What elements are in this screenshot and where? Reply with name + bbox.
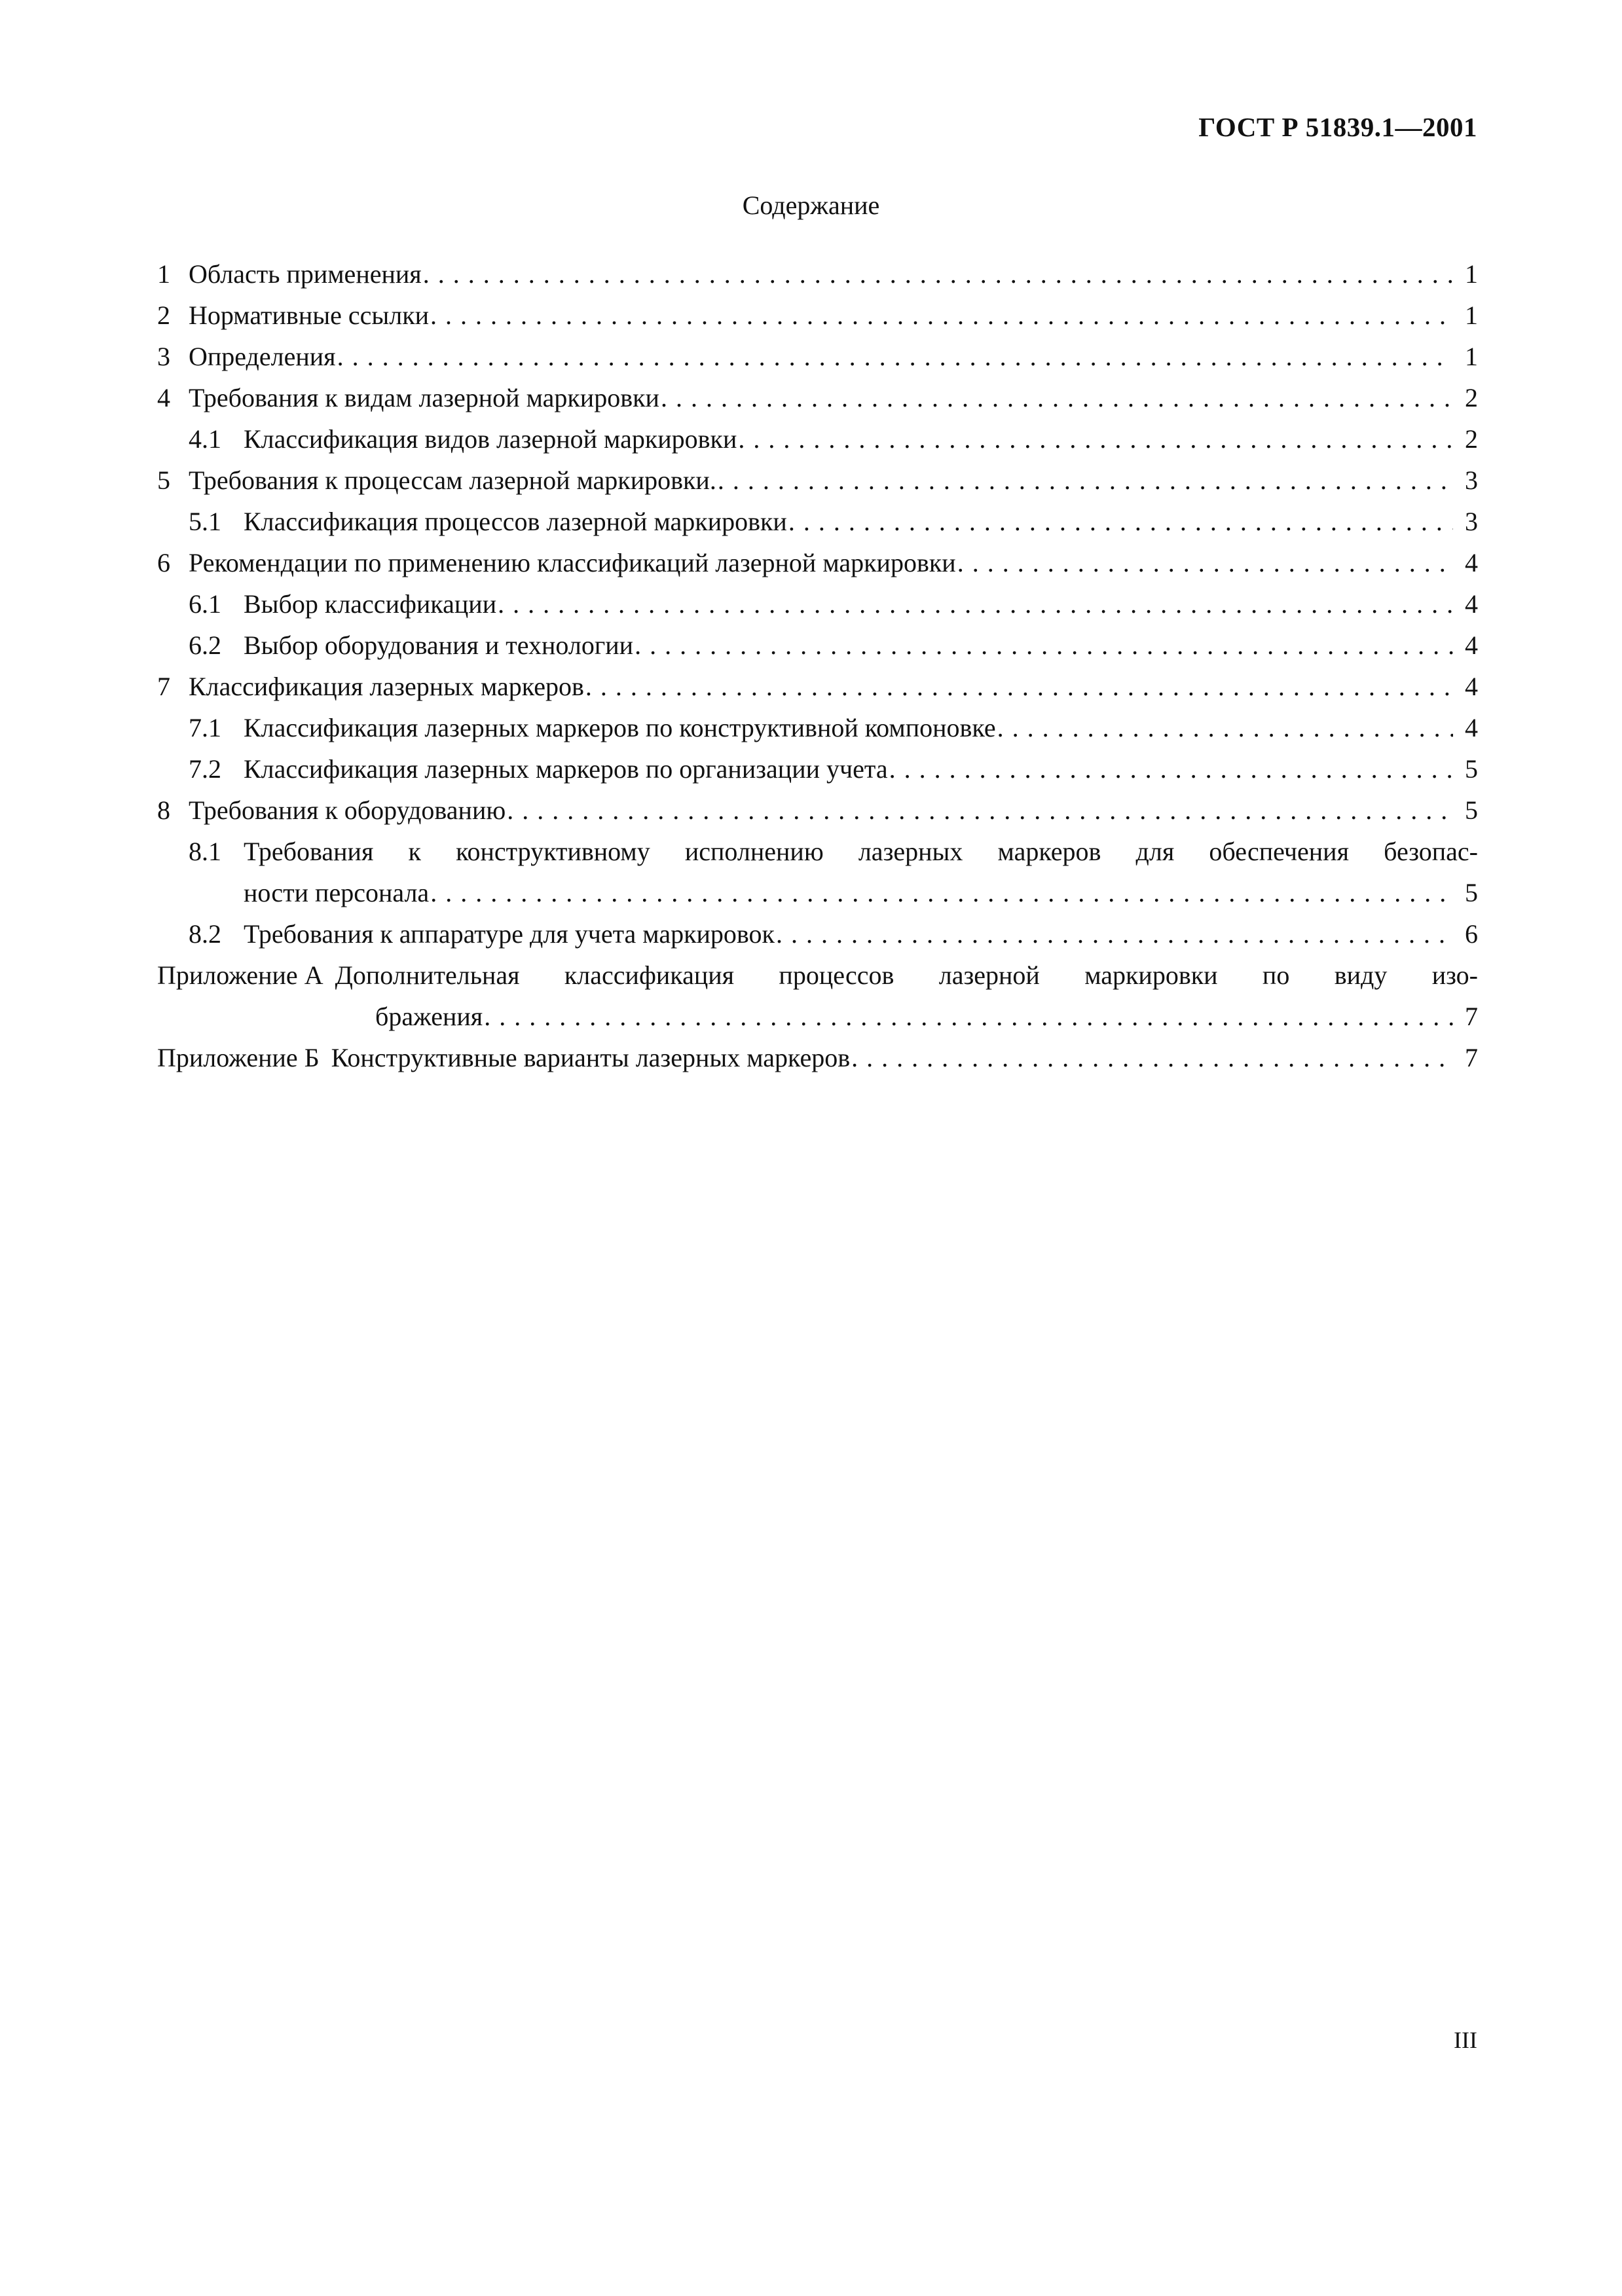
toc-entry-number: 6	[157, 548, 170, 577]
toc-entry-title-line1: Дополнительная классификация процессов лазерной маркировки по виду изо-	[335, 960, 1478, 990]
toc-entry-title-line1: Требования к конструктивному исполнению лазерных маркеров для обеспечения безопас-	[244, 837, 1478, 866]
toc-entry-page: 4	[1465, 713, 1478, 742]
toc-subentry[interactable]	[157, 831, 1478, 872]
toc-entry-number: 3	[157, 342, 170, 371]
toc-entry-number: 1	[157, 259, 170, 289]
toc-entry-number: 6.2	[189, 630, 221, 660]
toc-subentry[interactable]	[157, 583, 1478, 625]
toc-entry-title: Классификация лазерных маркеров по конструктивной компоновке	[244, 713, 996, 742]
toc-title: Содержание	[742, 191, 880, 220]
toc-subentry[interactable]	[157, 913, 1478, 955]
toc-entry-page: 7	[1465, 1043, 1478, 1072]
toc-entry-title: Требования к оборудованию	[189, 795, 506, 825]
toc-subentry[interactable]	[157, 501, 1478, 542]
toc-entry-title: Классификация процессов лазерной маркировки	[244, 507, 787, 536]
table-of-contents	[157, 253, 1478, 1078]
toc-entry[interactable]	[157, 253, 1478, 295]
toc-entry[interactable]	[157, 377, 1478, 418]
toc-entry[interactable]	[157, 542, 1478, 583]
toc-appendix[interactable]	[157, 1037, 1478, 1078]
dot-leader	[716, 460, 1453, 501]
toc-entry-title: Требования к видам лазерной маркировки	[189, 383, 659, 412]
toc-entry-page: 7	[1465, 1002, 1478, 1031]
toc-entry-title: Требования к аппаратуре для учета маркировок	[244, 919, 775, 949]
toc-entry-page: 5	[1465, 878, 1478, 907]
toc-entry-page: 5	[1465, 754, 1478, 784]
toc-entry-title: Выбор классификации	[244, 589, 497, 619]
toc-entry-page: 5	[1465, 795, 1478, 825]
toc-entry-number: 8.1	[189, 837, 221, 866]
dot-leader	[429, 872, 1453, 913]
dot-leader	[633, 625, 1453, 666]
toc-entry-page: 4	[1465, 672, 1478, 701]
toc-entry-page: 1	[1465, 342, 1478, 371]
dot-leader	[737, 418, 1453, 460]
toc-entry-page: 6	[1465, 919, 1478, 949]
toc-entry-title: Классификация лазерных маркеров по организации учета	[244, 754, 888, 784]
toc-entry-number: 6.1	[189, 589, 221, 619]
dot-leader	[659, 377, 1453, 418]
toc-entry-title: Требования к процессам лазерной маркировки.	[189, 465, 716, 495]
toc-entry[interactable]	[157, 460, 1478, 501]
toc-subentry[interactable]	[157, 707, 1478, 748]
toc-entry-number: 8	[157, 795, 170, 825]
dot-leader	[787, 501, 1453, 542]
dot-leader	[496, 583, 1453, 625]
dot-leader	[422, 253, 1453, 295]
toc-entry-title: Выбор оборудования и технологии	[244, 630, 634, 660]
dot-leader	[584, 666, 1453, 707]
toc-entry-page: 4	[1465, 630, 1478, 660]
toc-entry-title-line2: ности персонала	[244, 878, 430, 907]
toc-subentry[interactable]	[157, 418, 1478, 460]
toc-subentry-continuation[interactable]	[157, 872, 1478, 913]
toc-entry-title: Классификация видов лазерной маркировки	[244, 424, 737, 454]
toc-entry-title: Рекомендации по применению классификаций лазерной маркировки	[189, 548, 956, 577]
toc-entry-number: 5	[157, 465, 170, 495]
toc-entry-number: 4.1	[189, 424, 221, 454]
toc-entry-title-line2: бражения	[375, 1002, 483, 1031]
toc-entry-page: 4	[1465, 589, 1478, 619]
toc-entry[interactable]	[157, 666, 1478, 707]
dot-leader	[956, 542, 1453, 583]
toc-entry-title: Область применения	[189, 259, 422, 289]
dot-leader	[888, 748, 1453, 790]
toc-entry-number: 7.1	[189, 713, 221, 742]
document-code: ГОСТ Р 51839.1—2001	[1198, 112, 1477, 142]
toc-entry-page: 1	[1465, 301, 1478, 330]
toc-entry[interactable]	[157, 295, 1478, 336]
page-number: III	[1454, 2027, 1477, 2053]
toc-entry-number: 8.2	[189, 919, 221, 949]
toc-entry-number: 5.1	[189, 507, 221, 536]
toc-entry-title: Классификация лазерных маркеров	[189, 672, 584, 701]
dot-leader	[506, 790, 1453, 831]
toc-entry-number: 4	[157, 383, 170, 412]
toc-entry-title: Нормативные ссылки	[189, 301, 430, 330]
dot-leader	[483, 996, 1453, 1037]
dot-leader	[996, 707, 1453, 748]
appendix-label: Приложение Б	[157, 1043, 320, 1072]
toc-appendix-continuation[interactable]	[157, 996, 1478, 1037]
toc-appendix[interactable]	[157, 955, 1478, 996]
toc-entry-number: 2	[157, 301, 170, 330]
dot-leader	[336, 336, 1453, 377]
toc-entry-page: 1	[1465, 259, 1478, 289]
toc-subentry[interactable]	[157, 748, 1478, 790]
toc-subentry[interactable]	[157, 625, 1478, 666]
toc-entry-number: 7.2	[189, 754, 221, 784]
dot-leader	[429, 295, 1453, 336]
toc-entry-title: Определения	[189, 342, 336, 371]
toc-entry-page: 2	[1465, 383, 1478, 412]
toc-entry-number: 7	[157, 672, 170, 701]
toc-entry[interactable]	[157, 336, 1478, 377]
toc-entry-page: 3	[1465, 465, 1478, 495]
toc-entry-title: Конструктивные варианты лазерных маркеров	[331, 1043, 851, 1072]
appendix-label: Приложение А	[157, 960, 323, 990]
toc-entry-page: 4	[1465, 548, 1478, 577]
toc-entry-page: 3	[1465, 507, 1478, 536]
dot-leader	[850, 1037, 1453, 1078]
dot-leader	[775, 913, 1453, 955]
toc-entry-page: 2	[1465, 424, 1478, 454]
toc-entry[interactable]	[157, 790, 1478, 831]
